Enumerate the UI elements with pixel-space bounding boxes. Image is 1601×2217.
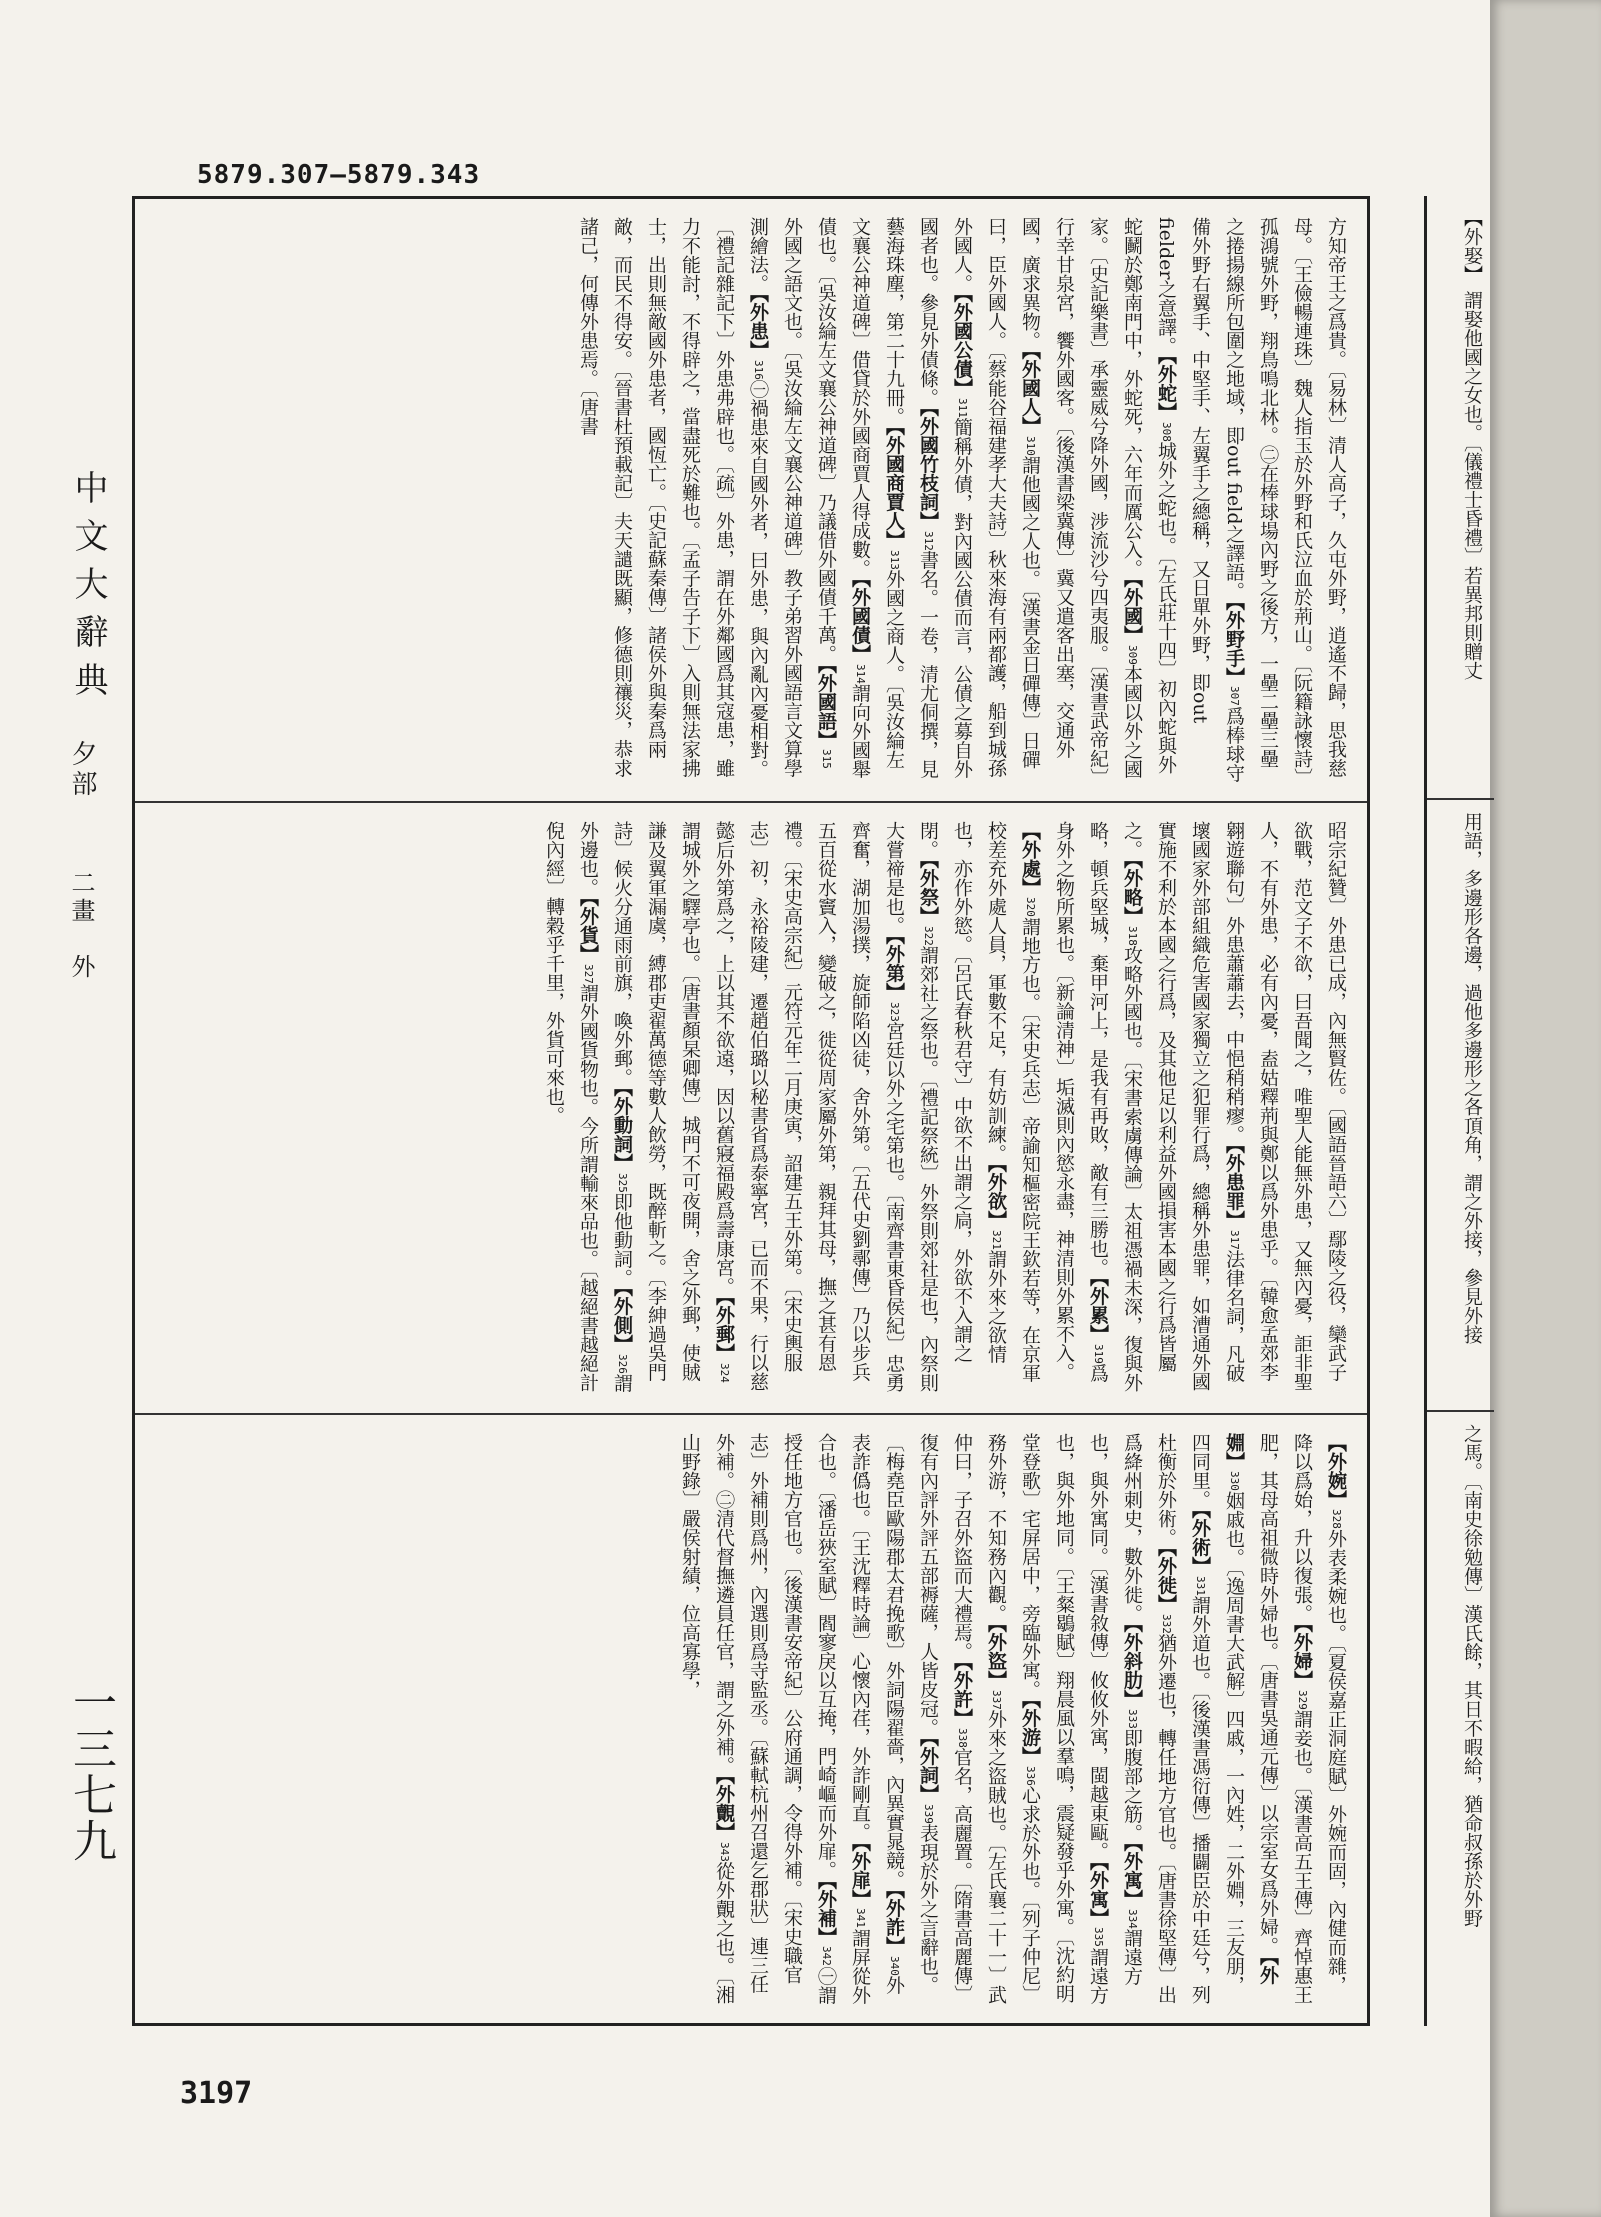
entry-headword: 【外詞】 xyxy=(917,1737,939,1804)
entry-number: 333 xyxy=(1126,1708,1139,1729)
main-text-frame xyxy=(132,196,1370,2026)
entry-definition: 姻戚也。〔逸周書大武解〕四戚，一內姓，二外婣，三友朋，四同里。 xyxy=(1189,1433,1245,1995)
entry-headword: 【外術】 xyxy=(1189,1509,1211,1576)
dictionary-entry xyxy=(577,217,769,778)
entry-headword: 【外蛇】 xyxy=(1155,355,1177,422)
entry-headword: 【外動詞】 xyxy=(611,1087,633,1173)
entry-definition: 從外覿之也。〔湘山野錄〕嚴侯射績，位高寡學， xyxy=(679,1433,735,2004)
entry-headword: 【外國商賈人】 xyxy=(883,426,905,550)
entry-headword: 【外略】 xyxy=(1121,859,1143,926)
entry-definition: 昭宗紀贊〕外患已成，內無賢佐。〔國語晉語六〕鄢陵之役，欒武子欲戰，范文子不欲，曰吾聞之，唯聖人能無外患，又無內憂，詎非聖人，不有外患，必有內憂，盍姑釋荊與鄭以爲外患乎。〔韓愈孟郊李翱遊聯句〕外患蕭蕭去，中悒稍稍瘳。 xyxy=(1223,821,1347,1391)
entry-headword: 【外寓】 xyxy=(1121,1842,1143,1909)
entry-headword: 【外游】 xyxy=(1019,1699,1041,1766)
entry-headword: 【外婉】 xyxy=(1325,1433,1347,1509)
entry-number: 310 xyxy=(1024,435,1037,456)
entry-number: 316 xyxy=(752,359,765,380)
entry-headword: 【外婣】 xyxy=(1223,1433,1279,1984)
entry-definition: 謂外來之欲情也，亦作外慾。〔呂氏春秋君守〕中欲不出謂之扃，外欲不入謂之閉。 xyxy=(917,821,1007,1364)
entry-number: 338 xyxy=(956,1727,969,1748)
dictionary-entry xyxy=(611,1087,633,1287)
entry-headword: 【外婦】 xyxy=(1291,1623,1313,1690)
entry-number: 320 xyxy=(1024,897,1037,917)
text-band-top xyxy=(135,199,1367,803)
entry-number: 329 xyxy=(1296,1689,1309,1710)
entry-definition: 謂城外之驛亭也。〔唐書顏杲卿傳〕城門不可夜開，舍之外郵，使賊謙及翼軍漏虞，縛郡吏翟萬德等數人飲勞，既醉斬之。〔李紳過吳門詩〕候火分通雨前旗，喚外郵。 xyxy=(611,821,701,1382)
entry-number: 314 xyxy=(854,663,867,684)
entry-number: 336 xyxy=(1024,1765,1037,1786)
entry-definition: 即腹部之筋。 xyxy=(1121,1728,1143,1843)
entry-number: 323 xyxy=(888,1001,901,1022)
entry-definition: 外國之商人。〔吳汝綸左文襄公神道碑〕借貸於外國商賈人得成數。 xyxy=(849,217,905,769)
entry-number: 312 xyxy=(922,530,935,551)
entry-definition: 謂郊社之祭也。〔禮記祭統〕外祭則郊社是也，內祭則大嘗禘是也。 xyxy=(883,821,939,1392)
entry-number: 339 xyxy=(922,1803,935,1824)
entry-definition: 謂地方也。〔宋史兵志〕帝諭知樞密院王欽若等，在京軍校差充外處人員，軍數不足，有妨訓練。 xyxy=(985,821,1041,1383)
entry-headword: 【外國竹枝詞】 xyxy=(917,407,939,531)
entry-definition: 城外之蛇也。〔左氏莊十四〕初內蛇與外蛇鬭於鄭南門中，外蛇死，六年而厲公入。 xyxy=(1121,217,1177,775)
entry-definition: 謂外邊也。 xyxy=(577,821,633,1393)
stroke-and-character: 二畫 外 xyxy=(67,870,95,982)
adjacent-text-band: 之馬。〔南史徐勉傳〕漢氏餘，其日不暇給，猶命叔孫於外野 xyxy=(1461,1424,1483,1928)
entry-headword: 【外患】 xyxy=(747,293,769,360)
entry-definition: 書名。一卷，清尤侗撰，見藝海珠塵，第二十九冊。 xyxy=(883,217,939,779)
entry-definition: 外國之語文也。〔吳汝綸左文襄公神道碑〕教子弟習外國語言文算學測繪法。 xyxy=(747,217,803,778)
entry-definition: 猶外遷也，轉任地方官也。〔唐書徐堅傳〕出爲絳州刺史，數外徙。 xyxy=(1121,1433,1177,2004)
entry-number: 318 xyxy=(1126,925,1139,946)
entry-number: 335 xyxy=(1092,1927,1105,1947)
entry-number: 325 xyxy=(616,1172,629,1193)
entry-definition: 本國以外之國家。〔史記樂書〕承靈威兮降外國，涉流沙兮四夷服。〔漢書武帝紀〕行幸甘泉宮，饗外國客。〔後漢書梁冀傳〕冀又遣客出塞，交通外國，廣求異物。 xyxy=(1019,217,1143,779)
entry-headword: 【外國】 xyxy=(1121,578,1143,645)
entry-definition: 謂遠方也，與外寓同。〔漢書敘傳〕攸攸外寓，閩越東甌。 xyxy=(1087,1433,1143,1986)
book-title: 中文大辭典 xyxy=(68,470,108,710)
entry-number: 332 xyxy=(1160,1613,1173,1634)
entry-headword: 【外許】 xyxy=(951,1661,973,1728)
entry-number: 321 xyxy=(990,1229,1003,1250)
entry-headword: 【外累】 xyxy=(1087,1277,1109,1344)
entry-number: 322 xyxy=(922,925,935,946)
entry-definition: 心求於外也。〔列子仲尼〕務外游，不知務內觀。 xyxy=(985,1433,1041,2004)
entry-headword: 【外處】 xyxy=(1019,821,1041,897)
adjacent-text-band: 【外娶】 謂娶他國之女也。〔儀禮士昏禮〕若異邦則贈丈 xyxy=(1427,196,1494,800)
text-band-middle xyxy=(135,803,1367,1415)
page-number: 3197 xyxy=(180,2076,253,2111)
entry-definition: 官名，高麗置。〔隋書高麗傳〕復有內評外評五部褥薩，人皆皮冠。 xyxy=(917,1433,973,2004)
entry-definition: 簡稱外債，對內國公債而言，公債之募自外國者也。參見外債條。 xyxy=(917,217,973,779)
entry-headword: 【外欲】 xyxy=(985,1163,1007,1230)
entry-definition: 謂遠方也，與外地同。〔王粲鶡賦〕翔晨風以羣鳴，震疑發乎外寓。〔沈約明堂登歌〕宅屏居中，旁臨外寓。 xyxy=(1019,1433,1109,2004)
entry-number: 341 xyxy=(854,1908,867,1928)
entry-definition: 謂屏從外合也。〔潘岳狹室賦〕閻寥戾以互掩，門崎嶇而外扉。 xyxy=(815,1433,871,2004)
radical-section: 夕部 xyxy=(67,740,97,800)
entry-headword: 【外祭】 xyxy=(917,859,939,926)
text-band-bottom xyxy=(135,1415,1367,2026)
entry-number: 313 xyxy=(888,549,901,570)
entry-range-header: 5879.307—5879.343 xyxy=(197,160,481,190)
entry-headword: 【外野手】 xyxy=(1223,600,1245,687)
entry-number: 307 xyxy=(1228,686,1241,706)
page-number-chinese: 一三七九 xyxy=(65,1680,116,1864)
adjacent-page-strip xyxy=(1424,196,1494,2026)
entry-definition: 外來之盜賊也。〔左氏襄二十一〕武仲曰，子召外盜而大禮焉。 xyxy=(951,1433,1007,2004)
entry-number: 308 xyxy=(1160,421,1173,442)
entry-headword: 【外覿】 xyxy=(713,1775,735,1842)
entry-headword: 【外國語】 xyxy=(815,663,837,749)
entry-number: 337 xyxy=(990,1689,1003,1710)
entry-number: 334 xyxy=(1126,1908,1139,1929)
dictionary-entry xyxy=(543,821,599,1392)
entry-headword: 【外盜】 xyxy=(985,1623,1007,1690)
entry-number: 340 xyxy=(888,1955,901,1976)
entry-headword: 【外詐】 xyxy=(883,1889,905,1956)
entry-definition: 謂向外國舉債也。〔吳汝綸左文襄公神道碑〕乃議借外國債千萬。 xyxy=(815,217,871,779)
entry-definition: 爲身外之物所累也。〔新論清神〕垢滅則內慾永盡，神清則外累不入。 xyxy=(1053,821,1109,1383)
adjacent-text-band: 用語，多邊形各邊，過他多邊形之各頂角，謂之外接，參見外接 xyxy=(1427,800,1494,1412)
entry-definition: 即他動詞。 xyxy=(611,1192,633,1288)
entry-definition: 攻略外國也。〔宋書索虜傳論〕太祖憑禍未深，復與外略，頓兵堅城，棄甲河上，是我有再敗，敵有三勝也。 xyxy=(1087,821,1143,1392)
entry-definition: ㊀謂授任地方官也。〔後漢書安帝紀〕公府通調，令得外補。〔宋史職官志〕外補則爲州，內選則爲寺監丞。〔蘇軾杭州召還乞郡狀〕連三任外補。㊁清代督撫遴員任官，謂之外補。 xyxy=(713,1433,837,2004)
entry-definition: 謂妾也。〔漢書高五王傳〕齊悼惠王肥，其母高祖微時外婦也。〔唐書吳通元傳〕以宗室女爲外婦。 xyxy=(1257,1433,1313,2004)
entry-number: 342 xyxy=(820,1946,833,1966)
entry-number: 326 xyxy=(616,1353,629,1374)
entry-headword: 【外患罪】 xyxy=(1223,1144,1245,1230)
entry-number: 311 xyxy=(956,397,969,418)
entry-headword: 【外郵】 xyxy=(713,1296,735,1363)
entry-number: 327 xyxy=(582,963,595,984)
entry-definition: 謂外國貨物也。今所謂輸來品也。〔越絕書越絕計倪內經〕轉穀乎千里，外貨可來也。 xyxy=(543,821,599,1392)
entry-definition: 表現於外之言辭也。〔梅堯臣歐陽郡太君挽歌〕外詞陽翟嗇，內異實晁競。 xyxy=(883,1433,939,1995)
entry-headword: 【外徙】 xyxy=(1155,1547,1177,1614)
entry-headword: 【外側】 xyxy=(611,1287,633,1354)
entry-headword: 【外貨】 xyxy=(577,897,599,964)
entry-number: 317 xyxy=(1228,1229,1241,1250)
entry-definition: 方知帝王之爲貴。〔易林〕清人高子，久屯外野，逍遙不歸，思我慈母。〔王儉暢連珠〕魏人指玉於外野和氏泣血於荊山。〔阮籍詠懷詩〕孤鴻號外野，翔鳥鳴北林。㊁在棒球場內野之後方，一壘二壘三壘之捲揚線所包圍之地域，即out field之譯語。 xyxy=(1223,217,1347,778)
entry-number: 319 xyxy=(1092,1343,1105,1364)
entry-number: 328 xyxy=(1330,1509,1343,1529)
entry-number: 315 xyxy=(820,749,833,769)
entry-definition: 謂他國之人也。〔漢書金日磾傳〕日磾曰，臣外國人。〔蔡能谷福建孝大夫詩〕秋來海有兩都護，船到城孫外國人。 xyxy=(951,217,1041,778)
entry-headword: 【外寓】 xyxy=(1087,1860,1109,1927)
entry-headword: 【外國債】 xyxy=(849,578,871,664)
dictionary-entry xyxy=(1121,1623,1143,1842)
entry-headword: 【外國公債】 xyxy=(951,293,973,398)
entry-headword: 【外第】 xyxy=(883,935,905,1002)
entry-definition: 外表詐僞也。〔王沈釋時論〕心懷內荏，外詐剛直。 xyxy=(849,1433,905,1995)
entry-definition: 法律名詞，凡破壞國家外部組織危害國家獨立之犯罪行爲，總稱外患罪，如漕通外國實施不利於本國之行爲，及其他足以利益外國損害本國之行爲皆屬之。 xyxy=(1121,821,1245,1391)
entry-definition: 爲棒球守備外野右翼手、中堅手、左翼手之總稱，又日單外野，即out fielder之意譯。 xyxy=(1155,217,1245,782)
entry-number: 309 xyxy=(1126,644,1139,665)
entry-definition: 宮廷以外之宅第也。〔南齊書東昏侯紀〕忠勇齊奮，湖加湯撲，旋師陷凶徒，舍外第。〔五代史劉鄩傳〕乃以步兵五百從水竇入，變破之，徙從周家屬外第，親拜其母，撫之甚有恩禮。〔宋史高宗紀〕元符元年二月庚寅，詔建五王外第。〔宋史輿服志〕初，永裕陵建，遷趙伯璐以秘書省爲泰寧宮，已而不果，行以慈懿后外第爲之，上以其不欲遠，因以舊寢福殿爲壽康宮。 xyxy=(713,821,905,1392)
entry-number: 343 xyxy=(718,1841,731,1862)
entry-number: 330 xyxy=(1228,1471,1241,1491)
entry-definition: 外表柔婉也。〔夏侯嘉正洞庭賦〕外婉而固，內健而雜，降以爲始，升以復張。 xyxy=(1291,1433,1347,1995)
entry-headword: 【外國人】 xyxy=(1019,350,1041,436)
entry-headword: 【外補】 xyxy=(815,1879,837,1946)
entry-headword: 【外扉】 xyxy=(849,1841,871,1908)
entry-number: 324 xyxy=(718,1362,731,1383)
entry-headword: 【外斜肋】 xyxy=(1121,1623,1143,1709)
entry-definition: ㊀禍患來自國外者，曰外患，與內亂內憂相對。〔禮記雜記下〕外患弗辟也。〔疏〕外患，謂在外鄰國爲其寇患，雖力不能討，不得辟之，當盡死於難也。〔孟子告子下〕入則無法家拂士，出則無敵國外患者，國恆亡。〔史記蘇秦傳〕諸侯外與秦爲兩敵，而民不得安。〔晉書杜預載記〕夫天譴既顯，修德則禳災，恭求諸己，何傳外患焉。〔唐書 xyxy=(577,217,769,779)
adjacent-page-edge xyxy=(1490,0,1601,2217)
dictionary-entry xyxy=(713,821,905,1392)
entry-definition: 謂外道也。〔後漢書馮衍傳〕播闢臣於中廷兮，列杜衡於外術。 xyxy=(1155,1433,1211,2004)
entry-number: 331 xyxy=(1194,1575,1207,1596)
